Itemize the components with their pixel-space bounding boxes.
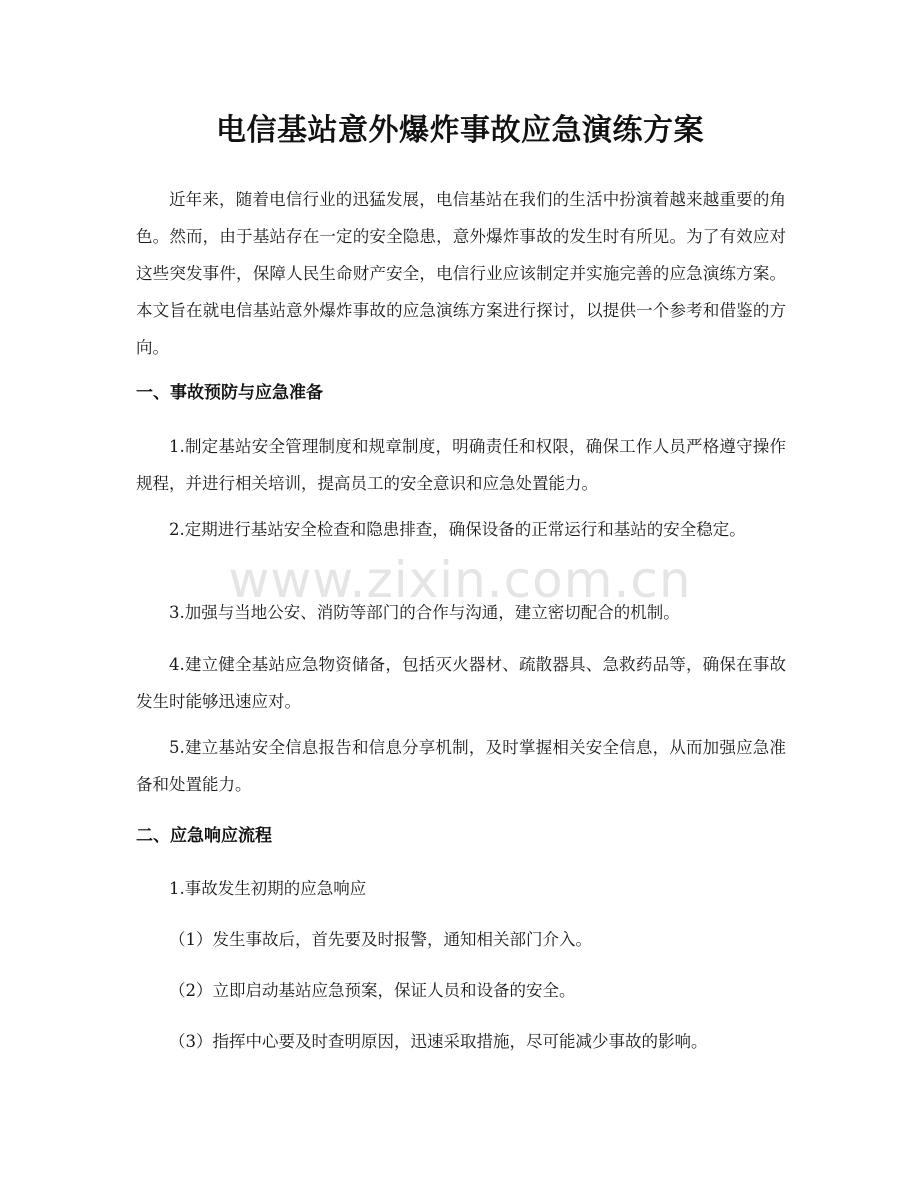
- document-title: 电信基站意外爆炸事故应急演练方案: [216, 113, 704, 148]
- section2-heading: 二、应急响应流程: [136, 826, 272, 846]
- section1-item-4: 4.建立健全基站应急物资储备，包括灭火器材、疏散器具、急救药品等，确保在事故发生时能够迅速应对。: [136, 655, 786, 711]
- watermark: www.zixin.com.cn: [228, 551, 692, 609]
- section1-item-1: 1.制定基站安全管理制度和规章制度，明确责任和权限，确保工作人员严格遵守操作规程，并进行相关培训，提高员工的安全意识和应急处置能力。: [136, 437, 786, 493]
- section1-item-3: 3.加强与当地公安、消防等部门的合作与沟通，建立密切配合的机制。: [169, 603, 680, 622]
- section2-item-3: （2）立即启动基站应急预案，保证人员和设备的安全。: [169, 981, 576, 1000]
- section1-heading: 一、事故预防与应急准备: [136, 383, 323, 403]
- section2-item-1: 1.事故发生初期的应急响应: [169, 879, 367, 898]
- intro-paragraph: 近年来，随着电信行业的迅猛发展，电信基站在我们的生活中扮演着越来越重要的角色。然而，由于基站存在一定的安全隐患，意外爆炸事故的发生时有所见。为了有效应对这些突发事件，保障人民生命财产安全，电信行业应该制定并实施完善的应急演练方案。本文旨在就电信基站意外爆炸事故的应急演练方案进行探讨，以提供一个参考和借鉴的方向。: [136, 190, 786, 357]
- section2-item-2: （1）发生事故后，首先要及时报警，通知相关部门介入。: [169, 930, 592, 949]
- section1-item-2: 2.定期进行基站安全检查和隐患排查，确保设备的正常运行和基站的安全稳定。: [169, 520, 746, 539]
- section1-item-5: 5.建立基站安全信息报告和信息分享机制，及时掌握相关安全信息，从而加强应急准备和处置能力。: [136, 738, 786, 794]
- section2-item-4: （3）指挥中心要及时查明原因，迅速采取措施，尽可能减少事故的影响。: [169, 1032, 708, 1051]
